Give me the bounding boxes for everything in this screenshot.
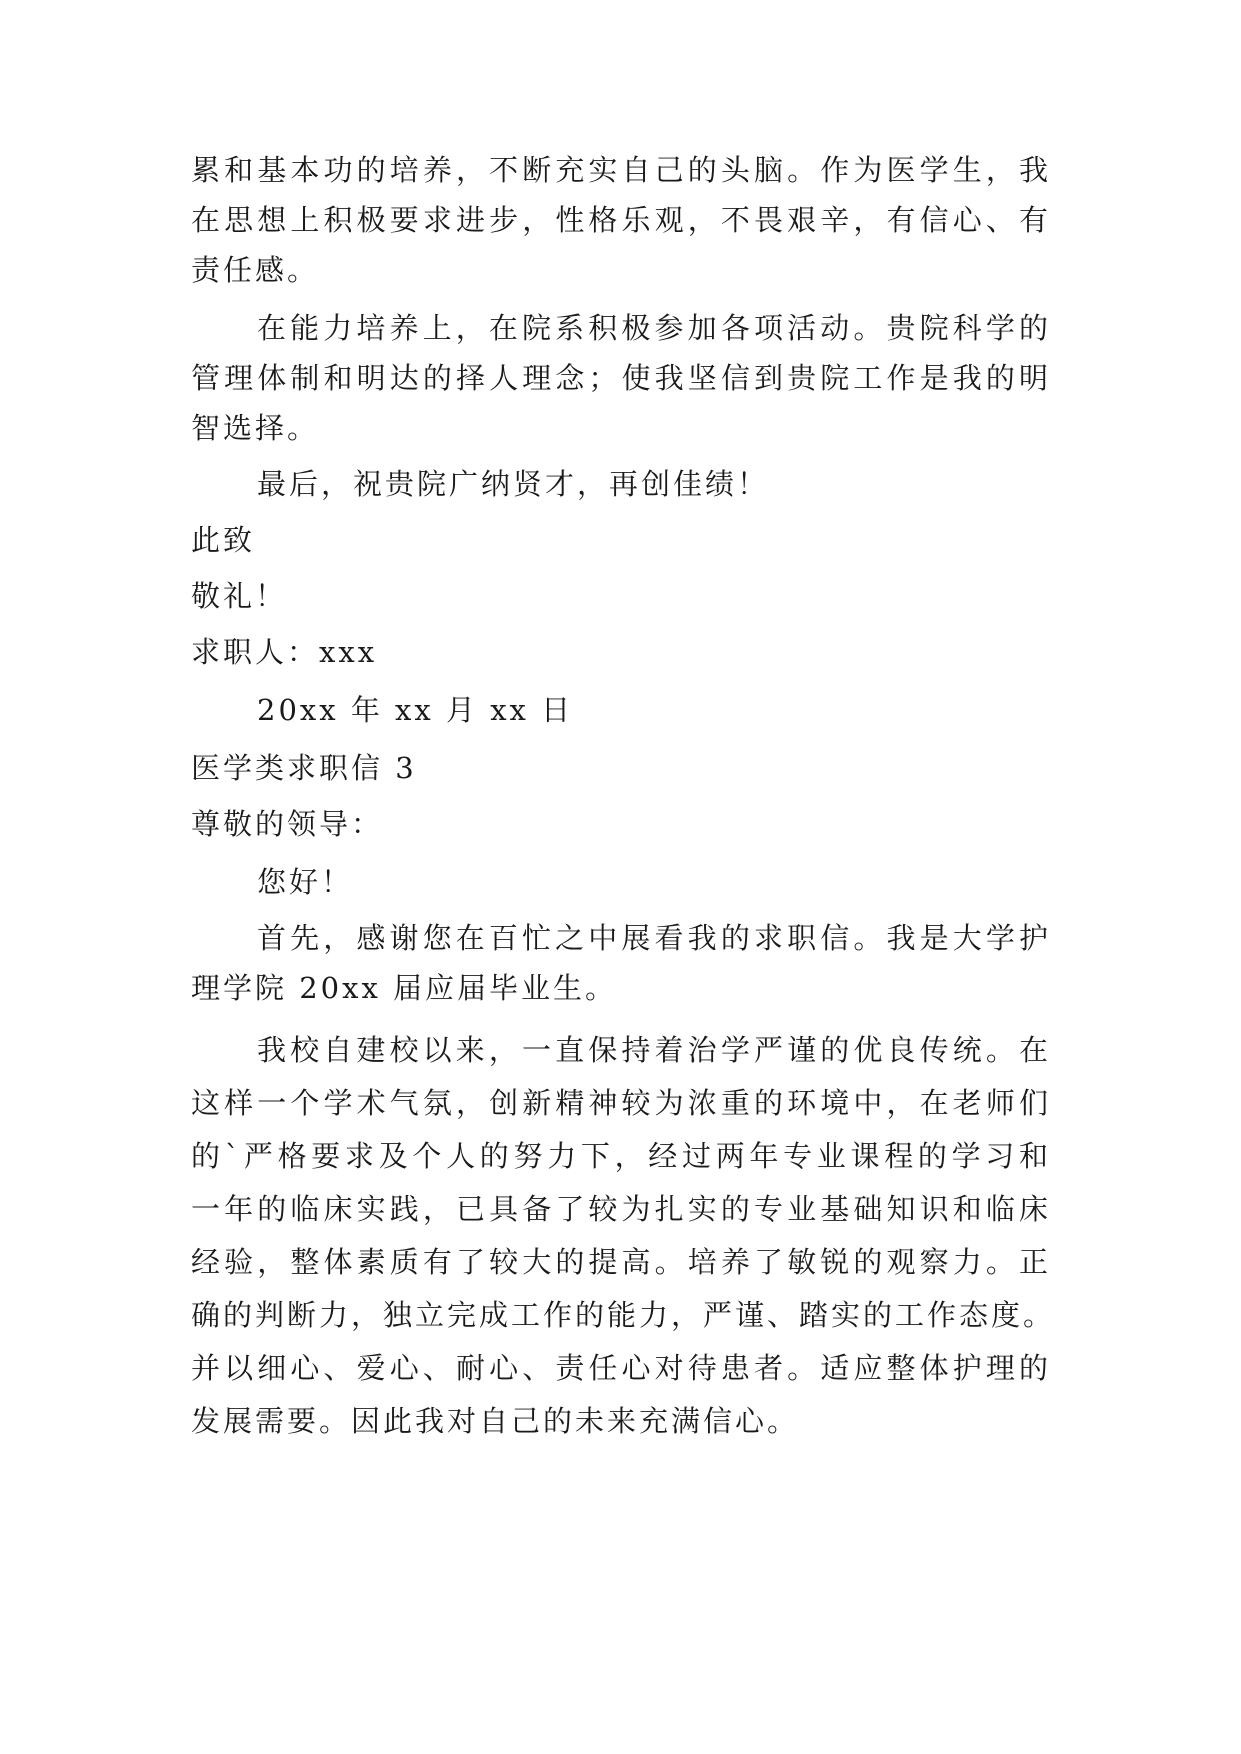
applicant-signature: 求职人：xxx	[191, 635, 378, 669]
closing-salutation: 此致	[191, 523, 256, 557]
paragraph-5-line-1: 我校自建校以来，一直保持着治学严谨的优良传统。在	[257, 1033, 1051, 1067]
paragraph-5-line-4: 一年的临床实践，已具备了较为扎实的专业基础知识和临床	[191, 1192, 1051, 1226]
letter-date: 20xx 年 xx 月 xx 日	[257, 693, 574, 727]
paragraph-5-line-2: 这样一个学术气氛，创新精神较为浓重的环境中，在老师们	[191, 1086, 1051, 1120]
hello-line: 您好！	[257, 865, 354, 899]
paragraph-5-line-7: 并以细心、爱心、耐心、责任心对待患者。适应整体护理的	[191, 1351, 1051, 1385]
paragraph-2-line-3: 智选择。	[191, 411, 320, 445]
paragraph-1-line-1: 累和基本功的培养，不断充实自己的头脑。作为医学生，我	[191, 153, 1051, 187]
paragraph-1-line-3: 责任感。	[191, 253, 320, 287]
paragraph-5-line-8: 发展需要。因此我对自己的未来充满信心。	[191, 1404, 800, 1438]
section-title: 医学类求职信 3	[191, 751, 417, 785]
closing-regards: 敬礼！	[191, 579, 288, 613]
paragraph-4-line-1: 首先，感谢您在百忙之中展看我的求职信。我是大学护	[257, 921, 1051, 955]
paragraph-2-line-2: 管理体制和明达的择人理念；使我坚信到贵院工作是我的明	[191, 361, 1051, 395]
greeting: 尊敬的领导：	[191, 807, 384, 841]
paragraph-1-line-2: 在思想上积极要求进步，性格乐观，不畏艰辛，有信心、有	[191, 203, 1051, 237]
paragraph-5-line-5: 经验，整体素质有了较大的提高。培养了敏锐的观察力。正	[191, 1245, 1051, 1279]
paragraph-3-line-1: 最后，祝贵院广纳贤才，再创佳绩！	[257, 467, 770, 501]
paragraph-4-line-2: 理学院 20xx 届应届毕业生。	[191, 971, 618, 1005]
paragraph-5-line-6: 确的判断力，独立完成工作的能力，严谨、踏实的工作态度。	[191, 1298, 1056, 1332]
paragraph-2-line-1: 在能力培养上，在院系积极参加各项活动。贵院科学的	[257, 311, 1051, 345]
paragraph-5-line-3: 的`严格要求及个人的努力下，经过两年专业课程的学习和	[191, 1139, 1051, 1173]
